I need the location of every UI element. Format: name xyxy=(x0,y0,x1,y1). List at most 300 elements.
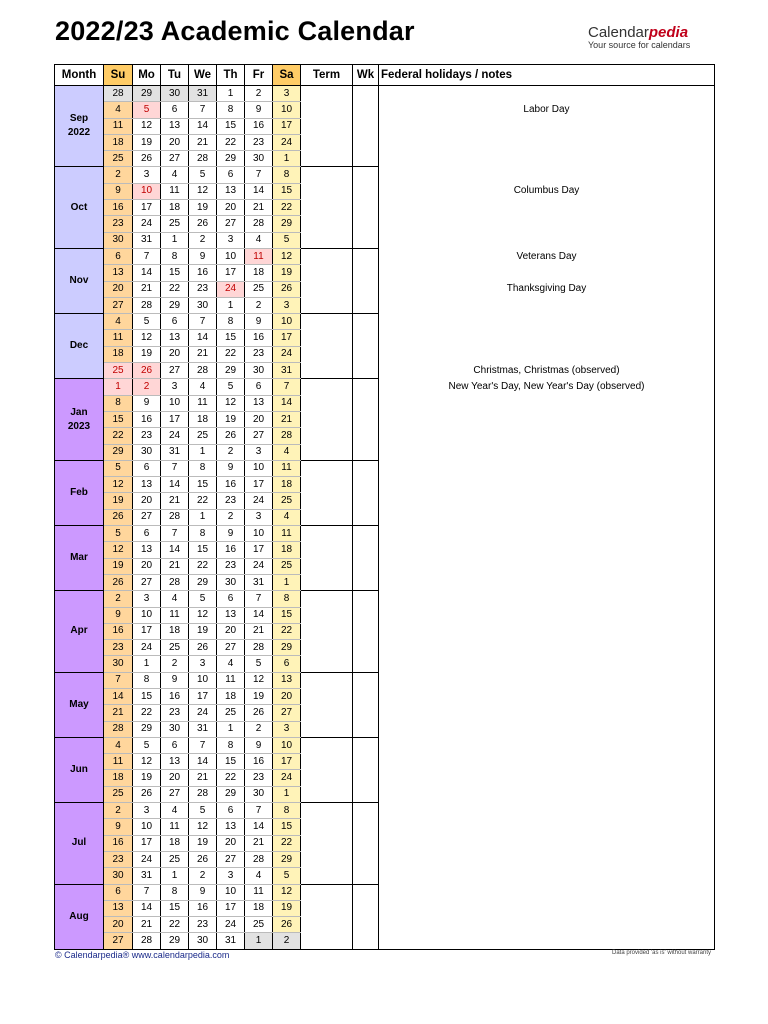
day-cell-tuesday[interactable]: 4 xyxy=(161,591,189,607)
notes-cell[interactable] xyxy=(379,656,715,672)
week-number-cell[interactable] xyxy=(353,134,379,150)
week-number-cell[interactable] xyxy=(353,542,379,558)
day-cell-tuesday[interactable]: 11 xyxy=(161,819,189,835)
day-cell-thursday[interactable]: 1 xyxy=(217,297,245,313)
day-cell-saturday[interactable]: 4 xyxy=(273,509,301,525)
day-cell-friday[interactable]: 30 xyxy=(245,151,273,167)
term-cell[interactable] xyxy=(301,281,353,297)
day-cell-monday[interactable]: 20 xyxy=(133,493,161,509)
day-cell-thursday[interactable]: 1 xyxy=(217,86,245,102)
day-cell-thursday[interactable]: 12 xyxy=(217,395,245,411)
day-cell-thursday[interactable]: 6 xyxy=(217,167,245,183)
day-cell-thursday[interactable]: 9 xyxy=(217,460,245,476)
day-cell-friday[interactable]: 10 xyxy=(245,460,273,476)
day-cell-monday[interactable]: 12 xyxy=(133,118,161,134)
notes-cell[interactable] xyxy=(379,705,715,721)
day-cell-thursday[interactable]: 23 xyxy=(217,493,245,509)
term-cell[interactable] xyxy=(301,558,353,574)
day-cell-monday[interactable]: 24 xyxy=(133,216,161,232)
week-number-cell[interactable] xyxy=(353,607,379,623)
term-cell[interactable] xyxy=(301,917,353,933)
day-cell-monday[interactable]: 26 xyxy=(133,151,161,167)
term-cell[interactable] xyxy=(301,884,353,900)
day-cell-sunday[interactable]: 4 xyxy=(104,102,133,118)
day-cell-friday[interactable]: 19 xyxy=(245,688,273,704)
term-cell[interactable] xyxy=(301,167,353,183)
day-cell-monday[interactable]: 20 xyxy=(133,558,161,574)
day-cell-wednesday[interactable]: 11 xyxy=(189,395,217,411)
day-cell-thursday[interactable]: 31 xyxy=(217,933,245,949)
day-cell-sunday[interactable]: 25 xyxy=(104,786,133,802)
day-cell-thursday[interactable]: 3 xyxy=(217,868,245,884)
notes-cell[interactable] xyxy=(379,265,715,281)
day-cell-wednesday[interactable]: 26 xyxy=(189,640,217,656)
day-cell-thursday[interactable]: 22 xyxy=(217,346,245,362)
day-cell-saturday[interactable]: 10 xyxy=(273,102,301,118)
day-cell-thursday[interactable]: 13 xyxy=(217,607,245,623)
day-cell-tuesday[interactable]: 22 xyxy=(161,281,189,297)
day-cell-wednesday[interactable]: 12 xyxy=(189,819,217,835)
notes-cell[interactable] xyxy=(379,444,715,460)
week-number-cell[interactable] xyxy=(353,86,379,102)
day-cell-friday[interactable]: 21 xyxy=(245,200,273,216)
day-cell-thursday[interactable]: 20 xyxy=(217,835,245,851)
week-number-cell[interactable] xyxy=(353,363,379,379)
day-cell-saturday[interactable]: 3 xyxy=(273,721,301,737)
notes-cell[interactable] xyxy=(379,917,715,933)
day-cell-thursday[interactable]: 1 xyxy=(217,721,245,737)
day-cell-saturday[interactable]: 15 xyxy=(273,607,301,623)
day-cell-saturday[interactable]: 17 xyxy=(273,754,301,770)
week-number-cell[interactable] xyxy=(353,200,379,216)
notes-cell[interactable]: Christmas, Christmas (observed) xyxy=(379,363,715,379)
day-cell-thursday[interactable]: 15 xyxy=(217,330,245,346)
week-number-cell[interactable] xyxy=(353,721,379,737)
day-cell-friday[interactable]: 9 xyxy=(245,737,273,753)
term-cell[interactable] xyxy=(301,346,353,362)
term-cell[interactable] xyxy=(301,102,353,118)
week-number-cell[interactable] xyxy=(353,379,379,395)
day-cell-sunday[interactable]: 7 xyxy=(104,672,133,688)
day-cell-friday[interactable]: 25 xyxy=(245,917,273,933)
day-cell-sunday[interactable]: 9 xyxy=(104,819,133,835)
term-cell[interactable] xyxy=(301,444,353,460)
day-cell-monday[interactable]: 29 xyxy=(133,86,161,102)
day-cell-thursday[interactable]: 30 xyxy=(217,574,245,590)
notes-cell[interactable] xyxy=(379,542,715,558)
day-cell-monday[interactable]: 5 xyxy=(133,314,161,330)
day-cell-saturday[interactable]: 2 xyxy=(273,933,301,949)
day-cell-tuesday[interactable]: 7 xyxy=(161,460,189,476)
day-cell-thursday[interactable]: 20 xyxy=(217,623,245,639)
day-cell-friday[interactable]: 1 xyxy=(245,933,273,949)
term-cell[interactable] xyxy=(301,232,353,248)
day-cell-wednesday[interactable]: 22 xyxy=(189,493,217,509)
day-cell-thursday[interactable]: 19 xyxy=(217,411,245,427)
day-cell-thursday[interactable]: 2 xyxy=(217,444,245,460)
day-cell-monday[interactable]: 10 xyxy=(133,607,161,623)
day-cell-friday[interactable]: 3 xyxy=(245,509,273,525)
day-cell-wednesday[interactable]: 21 xyxy=(189,346,217,362)
day-cell-saturday[interactable]: 11 xyxy=(273,460,301,476)
day-cell-monday[interactable]: 12 xyxy=(133,754,161,770)
day-cell-sunday[interactable]: 1 xyxy=(104,379,133,395)
notes-cell[interactable] xyxy=(379,297,715,313)
day-cell-saturday[interactable]: 18 xyxy=(273,542,301,558)
day-cell-monday[interactable]: 5 xyxy=(133,102,161,118)
day-cell-monday[interactable]: 7 xyxy=(133,884,161,900)
day-cell-friday[interactable]: 9 xyxy=(245,314,273,330)
week-number-cell[interactable] xyxy=(353,526,379,542)
day-cell-saturday[interactable]: 14 xyxy=(273,395,301,411)
term-cell[interactable] xyxy=(301,672,353,688)
notes-cell[interactable] xyxy=(379,819,715,835)
day-cell-sunday[interactable]: 11 xyxy=(104,118,133,134)
day-cell-friday[interactable]: 14 xyxy=(245,607,273,623)
day-cell-tuesday[interactable]: 4 xyxy=(161,167,189,183)
day-cell-saturday[interactable]: 7 xyxy=(273,379,301,395)
day-cell-sunday[interactable]: 4 xyxy=(104,737,133,753)
notes-cell[interactable]: Columbus Day xyxy=(379,183,715,199)
day-cell-friday[interactable]: 14 xyxy=(245,183,273,199)
day-cell-thursday[interactable]: 26 xyxy=(217,428,245,444)
week-number-cell[interactable] xyxy=(353,574,379,590)
day-cell-saturday[interactable]: 24 xyxy=(273,770,301,786)
day-cell-tuesday[interactable]: 21 xyxy=(161,558,189,574)
day-cell-thursday[interactable]: 27 xyxy=(217,216,245,232)
day-cell-friday[interactable]: 21 xyxy=(245,835,273,851)
day-cell-monday[interactable]: 21 xyxy=(133,281,161,297)
day-cell-monday[interactable]: 8 xyxy=(133,672,161,688)
day-cell-thursday[interactable]: 27 xyxy=(217,640,245,656)
day-cell-monday[interactable]: 22 xyxy=(133,705,161,721)
day-cell-tuesday[interactable]: 10 xyxy=(161,395,189,411)
notes-cell[interactable] xyxy=(379,428,715,444)
week-number-cell[interactable] xyxy=(353,493,379,509)
day-cell-wednesday[interactable]: 1 xyxy=(189,444,217,460)
day-cell-tuesday[interactable]: 8 xyxy=(161,248,189,264)
week-number-cell[interactable] xyxy=(353,884,379,900)
notes-cell[interactable] xyxy=(379,118,715,134)
day-cell-saturday[interactable]: 29 xyxy=(273,216,301,232)
day-cell-wednesday[interactable]: 8 xyxy=(189,526,217,542)
notes-cell[interactable] xyxy=(379,688,715,704)
day-cell-thursday[interactable]: 29 xyxy=(217,151,245,167)
week-number-cell[interactable] xyxy=(353,460,379,476)
week-number-cell[interactable] xyxy=(353,102,379,118)
week-number-cell[interactable] xyxy=(353,395,379,411)
week-number-cell[interactable] xyxy=(353,819,379,835)
day-cell-wednesday[interactable]: 5 xyxy=(189,167,217,183)
day-cell-monday[interactable]: 6 xyxy=(133,460,161,476)
week-number-cell[interactable] xyxy=(353,167,379,183)
day-cell-monday[interactable]: 17 xyxy=(133,623,161,639)
term-cell[interactable] xyxy=(301,265,353,281)
day-cell-monday[interactable]: 12 xyxy=(133,330,161,346)
day-cell-thursday[interactable]: 2 xyxy=(217,509,245,525)
day-cell-saturday[interactable]: 17 xyxy=(273,118,301,134)
day-cell-thursday[interactable]: 6 xyxy=(217,803,245,819)
day-cell-wednesday[interactable]: 7 xyxy=(189,314,217,330)
day-cell-thursday[interactable]: 25 xyxy=(217,705,245,721)
day-cell-thursday[interactable]: 24 xyxy=(217,917,245,933)
term-cell[interactable] xyxy=(301,640,353,656)
day-cell-saturday[interactable]: 17 xyxy=(273,330,301,346)
day-cell-wednesday[interactable]: 26 xyxy=(189,851,217,867)
day-cell-monday[interactable]: 19 xyxy=(133,346,161,362)
day-cell-tuesday[interactable]: 27 xyxy=(161,363,189,379)
day-cell-saturday[interactable]: 22 xyxy=(273,835,301,851)
day-cell-monday[interactable]: 14 xyxy=(133,265,161,281)
day-cell-tuesday[interactable]: 1 xyxy=(161,232,189,248)
day-cell-friday[interactable]: 28 xyxy=(245,216,273,232)
day-cell-saturday[interactable]: 29 xyxy=(273,851,301,867)
day-cell-sunday[interactable]: 8 xyxy=(104,395,133,411)
day-cell-thursday[interactable]: 4 xyxy=(217,656,245,672)
day-cell-wednesday[interactable]: 26 xyxy=(189,216,217,232)
day-cell-wednesday[interactable]: 19 xyxy=(189,200,217,216)
day-cell-monday[interactable]: 27 xyxy=(133,509,161,525)
day-cell-monday[interactable]: 28 xyxy=(133,297,161,313)
day-cell-monday[interactable]: 27 xyxy=(133,574,161,590)
day-cell-tuesday[interactable]: 17 xyxy=(161,411,189,427)
day-cell-wednesday[interactable]: 12 xyxy=(189,607,217,623)
day-cell-saturday[interactable]: 3 xyxy=(273,86,301,102)
day-cell-wednesday[interactable]: 22 xyxy=(189,558,217,574)
day-cell-friday[interactable]: 23 xyxy=(245,770,273,786)
day-cell-thursday[interactable]: 22 xyxy=(217,134,245,150)
day-cell-tuesday[interactable]: 31 xyxy=(161,444,189,460)
notes-cell[interactable] xyxy=(379,786,715,802)
term-cell[interactable] xyxy=(301,868,353,884)
day-cell-saturday[interactable]: 27 xyxy=(273,705,301,721)
day-cell-wednesday[interactable]: 8 xyxy=(189,460,217,476)
day-cell-thursday[interactable]: 3 xyxy=(217,232,245,248)
week-number-cell[interactable] xyxy=(353,656,379,672)
day-cell-monday[interactable]: 14 xyxy=(133,900,161,916)
day-cell-thursday[interactable]: 13 xyxy=(217,183,245,199)
day-cell-tuesday[interactable]: 15 xyxy=(161,900,189,916)
week-number-cell[interactable] xyxy=(353,248,379,264)
day-cell-saturday[interactable]: 5 xyxy=(273,868,301,884)
day-cell-wednesday[interactable]: 18 xyxy=(189,411,217,427)
day-cell-saturday[interactable]: 12 xyxy=(273,884,301,900)
day-cell-friday[interactable]: 13 xyxy=(245,395,273,411)
day-cell-tuesday[interactable]: 13 xyxy=(161,118,189,134)
day-cell-wednesday[interactable]: 25 xyxy=(189,428,217,444)
day-cell-saturday[interactable]: 1 xyxy=(273,574,301,590)
day-cell-sunday[interactable]: 26 xyxy=(104,509,133,525)
day-cell-wednesday[interactable]: 21 xyxy=(189,134,217,150)
day-cell-saturday[interactable]: 8 xyxy=(273,803,301,819)
week-number-cell[interactable] xyxy=(353,835,379,851)
day-cell-wednesday[interactable]: 9 xyxy=(189,248,217,264)
day-cell-thursday[interactable]: 16 xyxy=(217,542,245,558)
day-cell-tuesday[interactable]: 25 xyxy=(161,216,189,232)
term-cell[interactable] xyxy=(301,721,353,737)
day-cell-sunday[interactable]: 6 xyxy=(104,884,133,900)
day-cell-friday[interactable]: 7 xyxy=(245,591,273,607)
day-cell-wednesday[interactable]: 16 xyxy=(189,265,217,281)
day-cell-tuesday[interactable]: 8 xyxy=(161,884,189,900)
day-cell-monday[interactable]: 3 xyxy=(133,167,161,183)
notes-cell[interactable] xyxy=(379,721,715,737)
day-cell-sunday[interactable]: 19 xyxy=(104,493,133,509)
week-number-cell[interactable] xyxy=(353,672,379,688)
day-cell-wednesday[interactable]: 4 xyxy=(189,379,217,395)
day-cell-saturday[interactable]: 15 xyxy=(273,819,301,835)
notes-cell[interactable] xyxy=(379,640,715,656)
day-cell-saturday[interactable]: 28 xyxy=(273,428,301,444)
notes-cell[interactable] xyxy=(379,314,715,330)
day-cell-thursday[interactable]: 8 xyxy=(217,737,245,753)
day-cell-wednesday[interactable]: 10 xyxy=(189,672,217,688)
day-cell-tuesday[interactable]: 6 xyxy=(161,737,189,753)
day-cell-monday[interactable]: 5 xyxy=(133,737,161,753)
day-cell-wednesday[interactable]: 2 xyxy=(189,232,217,248)
week-number-cell[interactable] xyxy=(353,477,379,493)
day-cell-saturday[interactable]: 20 xyxy=(273,688,301,704)
day-cell-sunday[interactable]: 6 xyxy=(104,248,133,264)
notes-cell[interactable] xyxy=(379,86,715,102)
day-cell-monday[interactable]: 1 xyxy=(133,656,161,672)
term-cell[interactable] xyxy=(301,118,353,134)
day-cell-wednesday[interactable]: 19 xyxy=(189,623,217,639)
term-cell[interactable] xyxy=(301,363,353,379)
day-cell-friday[interactable]: 9 xyxy=(245,102,273,118)
notes-cell[interactable] xyxy=(379,770,715,786)
day-cell-tuesday[interactable]: 14 xyxy=(161,542,189,558)
day-cell-saturday[interactable]: 24 xyxy=(273,346,301,362)
day-cell-tuesday[interactable]: 24 xyxy=(161,428,189,444)
day-cell-friday[interactable]: 2 xyxy=(245,86,273,102)
day-cell-monday[interactable]: 6 xyxy=(133,526,161,542)
day-cell-sunday[interactable]: 20 xyxy=(104,917,133,933)
day-cell-sunday[interactable]: 12 xyxy=(104,542,133,558)
term-cell[interactable] xyxy=(301,770,353,786)
day-cell-monday[interactable]: 28 xyxy=(133,933,161,949)
notes-cell[interactable]: Veterans Day xyxy=(379,248,715,264)
day-cell-monday[interactable]: 26 xyxy=(133,363,161,379)
footer-copyright[interactable]: © Calendarpedia® www.calendarpedia.com xyxy=(55,950,230,960)
day-cell-saturday[interactable]: 4 xyxy=(273,444,301,460)
day-cell-friday[interactable]: 24 xyxy=(245,493,273,509)
term-cell[interactable] xyxy=(301,297,353,313)
term-cell[interactable] xyxy=(301,591,353,607)
day-cell-friday[interactable]: 25 xyxy=(245,281,273,297)
day-cell-tuesday[interactable]: 11 xyxy=(161,607,189,623)
week-number-cell[interactable] xyxy=(353,297,379,313)
day-cell-sunday[interactable]: 4 xyxy=(104,314,133,330)
day-cell-tuesday[interactable]: 1 xyxy=(161,868,189,884)
day-cell-friday[interactable]: 27 xyxy=(245,428,273,444)
day-cell-wednesday[interactable]: 30 xyxy=(189,933,217,949)
week-number-cell[interactable] xyxy=(353,933,379,949)
term-cell[interactable] xyxy=(301,900,353,916)
day-cell-tuesday[interactable]: 20 xyxy=(161,134,189,150)
day-cell-thursday[interactable]: 10 xyxy=(217,884,245,900)
day-cell-saturday[interactable]: 26 xyxy=(273,917,301,933)
day-cell-saturday[interactable]: 25 xyxy=(273,558,301,574)
day-cell-wednesday[interactable]: 30 xyxy=(189,297,217,313)
day-cell-friday[interactable]: 16 xyxy=(245,754,273,770)
day-cell-friday[interactable]: 11 xyxy=(245,884,273,900)
day-cell-sunday[interactable]: 11 xyxy=(104,330,133,346)
day-cell-friday[interactable]: 5 xyxy=(245,656,273,672)
notes-cell[interactable] xyxy=(379,591,715,607)
week-number-cell[interactable] xyxy=(353,330,379,346)
notes-cell[interactable]: Thanksgiving Day xyxy=(379,281,715,297)
day-cell-saturday[interactable]: 10 xyxy=(273,737,301,753)
day-cell-saturday[interactable]: 31 xyxy=(273,363,301,379)
day-cell-monday[interactable]: 19 xyxy=(133,770,161,786)
day-cell-wednesday[interactable]: 15 xyxy=(189,477,217,493)
notes-cell[interactable] xyxy=(379,134,715,150)
day-cell-thursday[interactable]: 13 xyxy=(217,819,245,835)
day-cell-tuesday[interactable]: 6 xyxy=(161,102,189,118)
week-number-cell[interactable] xyxy=(353,688,379,704)
day-cell-monday[interactable]: 31 xyxy=(133,868,161,884)
day-cell-tuesday[interactable]: 14 xyxy=(161,477,189,493)
day-cell-friday[interactable]: 24 xyxy=(245,558,273,574)
notes-cell[interactable] xyxy=(379,933,715,949)
term-cell[interactable] xyxy=(301,314,353,330)
day-cell-sunday[interactable]: 20 xyxy=(104,281,133,297)
term-cell[interactable] xyxy=(301,493,353,509)
notes-cell[interactable] xyxy=(379,346,715,362)
notes-cell[interactable] xyxy=(379,754,715,770)
day-cell-friday[interactable]: 30 xyxy=(245,363,273,379)
notes-cell[interactable] xyxy=(379,493,715,509)
day-cell-monday[interactable]: 7 xyxy=(133,248,161,264)
day-cell-wednesday[interactable]: 24 xyxy=(189,705,217,721)
day-cell-saturday[interactable]: 1 xyxy=(273,151,301,167)
notes-cell[interactable] xyxy=(379,835,715,851)
notes-cell[interactable] xyxy=(379,151,715,167)
day-cell-monday[interactable]: 9 xyxy=(133,395,161,411)
day-cell-friday[interactable]: 18 xyxy=(245,265,273,281)
day-cell-sunday[interactable]: 26 xyxy=(104,574,133,590)
week-number-cell[interactable] xyxy=(353,281,379,297)
term-cell[interactable] xyxy=(301,134,353,150)
week-number-cell[interactable] xyxy=(353,558,379,574)
day-cell-tuesday[interactable]: 20 xyxy=(161,770,189,786)
day-cell-wednesday[interactable]: 29 xyxy=(189,574,217,590)
day-cell-tuesday[interactable]: 3 xyxy=(161,379,189,395)
day-cell-tuesday[interactable]: 27 xyxy=(161,786,189,802)
day-cell-thursday[interactable]: 8 xyxy=(217,102,245,118)
notes-cell[interactable] xyxy=(379,460,715,476)
day-cell-saturday[interactable]: 21 xyxy=(273,411,301,427)
week-number-cell[interactable] xyxy=(353,786,379,802)
term-cell[interactable] xyxy=(301,688,353,704)
day-cell-wednesday[interactable]: 31 xyxy=(189,721,217,737)
week-number-cell[interactable] xyxy=(353,314,379,330)
day-cell-saturday[interactable]: 13 xyxy=(273,672,301,688)
day-cell-wednesday[interactable]: 28 xyxy=(189,151,217,167)
day-cell-sunday[interactable]: 21 xyxy=(104,705,133,721)
day-cell-monday[interactable]: 17 xyxy=(133,835,161,851)
week-number-cell[interactable] xyxy=(353,900,379,916)
day-cell-monday[interactable]: 24 xyxy=(133,640,161,656)
day-cell-friday[interactable]: 6 xyxy=(245,379,273,395)
notes-cell[interactable] xyxy=(379,803,715,819)
day-cell-monday[interactable]: 24 xyxy=(133,851,161,867)
day-cell-thursday[interactable]: 17 xyxy=(217,900,245,916)
term-cell[interactable] xyxy=(301,526,353,542)
day-cell-wednesday[interactable]: 16 xyxy=(189,900,217,916)
day-cell-monday[interactable]: 26 xyxy=(133,786,161,802)
